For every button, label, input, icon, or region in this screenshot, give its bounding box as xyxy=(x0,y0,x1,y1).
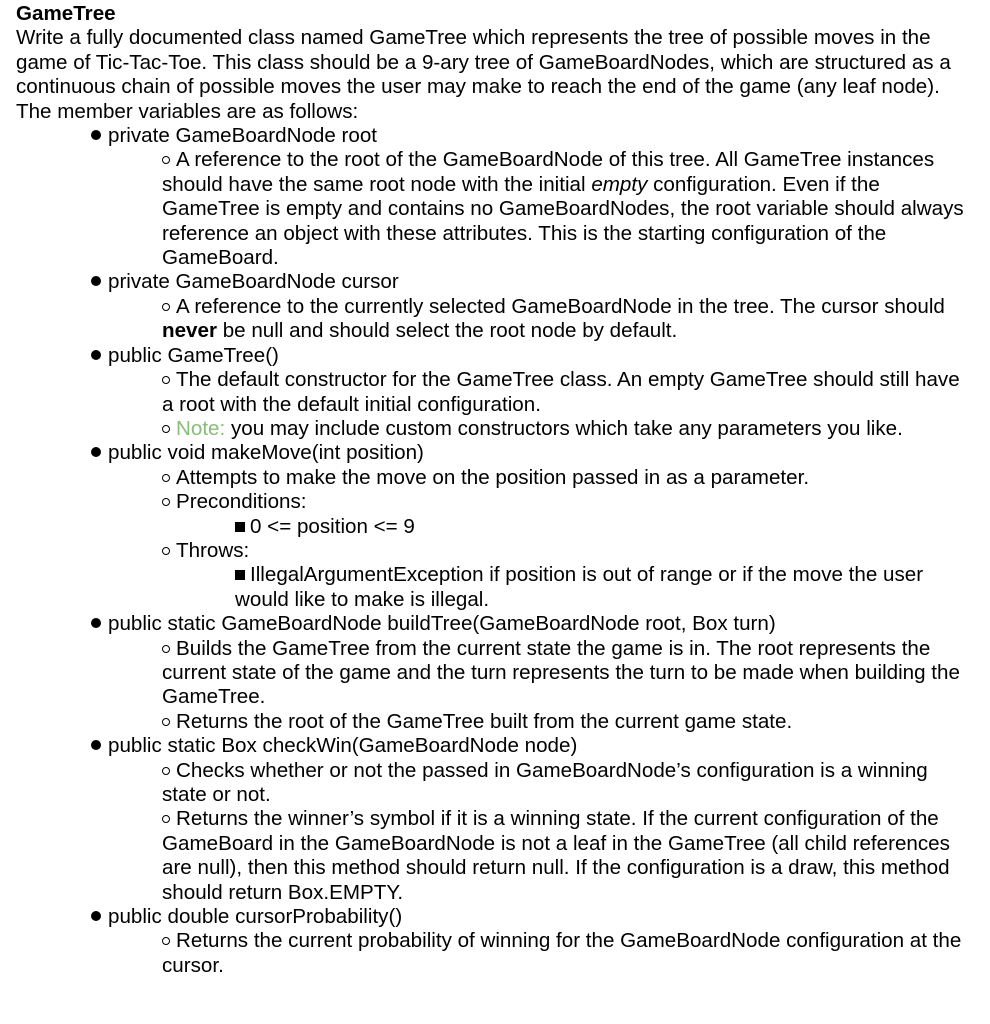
circle-bullet-icon xyxy=(162,547,170,555)
detail-text: A reference to the currently selected GameBoardNode in the tree. The cursor should xyxy=(176,294,945,318)
bullet-icon xyxy=(91,270,101,294)
member-details xyxy=(108,759,974,905)
detail-emphasis: empty xyxy=(591,172,648,196)
bullet-icon xyxy=(91,905,101,929)
member-makemove xyxy=(91,441,974,612)
bullet-icon xyxy=(91,344,101,368)
member-details xyxy=(108,929,974,978)
detail-item xyxy=(162,490,974,539)
detail-item xyxy=(162,148,974,270)
member-constructor xyxy=(91,344,974,442)
detail-text: be null and should select the root node by default. xyxy=(216,319,678,343)
detail-text: Returns the current probability of winning for the GameBoardNode configuration at the cursor. xyxy=(162,929,962,977)
sub-details xyxy=(162,563,974,612)
sub-detail-text: 0 <= position <= 9 xyxy=(250,514,415,538)
circle-bullet-icon xyxy=(162,425,170,433)
section-title: GameTree xyxy=(16,2,116,25)
member-signature: public static GameBoardNode buildTree(GameBoardNode root, Box turn) xyxy=(108,612,776,636)
member-checkwin xyxy=(91,734,974,905)
sub-detail-text: IllegalArgumentException if position is out of range or if the move the user would like to make is illegal. xyxy=(235,563,924,611)
circle-bullet-icon xyxy=(162,645,170,653)
sub-detail-item xyxy=(235,563,974,612)
detail-text: Throws: xyxy=(176,538,250,562)
note-label: Note: xyxy=(176,416,226,440)
circle-bullet-icon xyxy=(162,815,170,823)
member-signature: public double cursorProbability() xyxy=(108,905,403,929)
detail-text: Checks whether or not the passed in GameBoardNode’s configuration is a winning state or not. xyxy=(162,758,928,806)
member-signature: public static Box checkWin(GameBoardNode node) xyxy=(108,734,578,758)
detail-text: Preconditions: xyxy=(176,490,307,514)
detail-text: Returns the winner’s symbol if it is a winning state. If the current configuration of the GameBoard in the GameBoardNode is not a leaf in the GameTree (all child references are null), then this method should return null. If the configuration is a draw, this method should return Box.EMPTY. xyxy=(162,807,950,904)
circle-bullet-icon xyxy=(162,767,170,775)
circle-bullet-icon xyxy=(162,474,170,482)
member-signature: public void makeMove(int position) xyxy=(108,441,424,465)
detail-item xyxy=(162,539,974,612)
detail-item xyxy=(162,929,974,978)
circle-bullet-icon xyxy=(162,937,170,945)
member-signature: private GameBoardNode cursor xyxy=(108,270,399,294)
detail-item xyxy=(162,807,974,905)
detail-text: you may include custom constructors which take any parameters you like. xyxy=(225,416,903,440)
sub-details xyxy=(162,515,974,539)
detail-item xyxy=(162,759,974,808)
member-cursor xyxy=(91,270,974,343)
member-details xyxy=(108,295,974,344)
circle-bullet-icon xyxy=(162,718,170,726)
member-signature: private GameBoardNode root xyxy=(108,124,378,148)
intro-paragraph: Write a fully documented class named GameTree which represents the tree of possible moves in the game of Tic-Tac-Toe. This class should be a 9-ary tree of GameBoardNodes, which are structured as a continuous chain of possible moves the user may make to reach the end of the game (any leaf node). The member variables are as follows: xyxy=(16,26,951,123)
detail-text: Returns the root of the GameTree built from the current game state. xyxy=(176,709,793,733)
circle-bullet-icon xyxy=(162,376,170,384)
member-details xyxy=(108,466,974,612)
detail-text: The default constructor for the GameTree class. An empty GameTree should still have a root with the default initial configuration. xyxy=(162,368,960,416)
member-details xyxy=(108,637,974,735)
member-signature: public GameTree() xyxy=(108,343,279,367)
member-buildtree xyxy=(91,612,974,734)
member-root xyxy=(91,124,974,270)
sub-detail-item xyxy=(235,515,974,539)
detail-text: Builds the GameTree from the current state the game is in. The root represents the current state of the game and the turn represents the turn to be made when building the GameTree. xyxy=(162,636,960,709)
circle-bullet-icon xyxy=(162,303,170,311)
square-bullet-icon xyxy=(235,570,245,580)
member-details xyxy=(108,148,974,270)
circle-bullet-icon xyxy=(162,156,170,164)
detail-text: configuration. Even if the GameTree is empty and contains no GameBoardNodes, the root variable should always reference an object with these attributes. This is the starting configuration of the GameBoard. xyxy=(162,172,964,270)
detail-item xyxy=(162,466,974,490)
detail-item xyxy=(162,417,974,441)
detail-text: Attempts to make the move on the position passed in as a parameter. xyxy=(176,465,810,489)
detail-item xyxy=(162,710,974,734)
member-list xyxy=(16,124,974,978)
circle-bullet-icon xyxy=(162,498,170,506)
member-cursorprobability xyxy=(91,905,974,978)
bullet-icon xyxy=(91,612,101,636)
detail-item xyxy=(162,637,974,710)
detail-text: A reference to the root of the GameBoardNode of this tree. All GameTree instances should have the same root node with the initial xyxy=(162,148,935,196)
detail-strong: never xyxy=(162,319,217,343)
bullet-icon xyxy=(91,124,101,148)
square-bullet-icon xyxy=(235,522,245,532)
detail-item xyxy=(162,295,974,344)
member-details xyxy=(108,368,974,441)
bullet-icon xyxy=(91,734,101,758)
detail-item xyxy=(162,368,974,417)
bullet-icon xyxy=(91,441,101,465)
